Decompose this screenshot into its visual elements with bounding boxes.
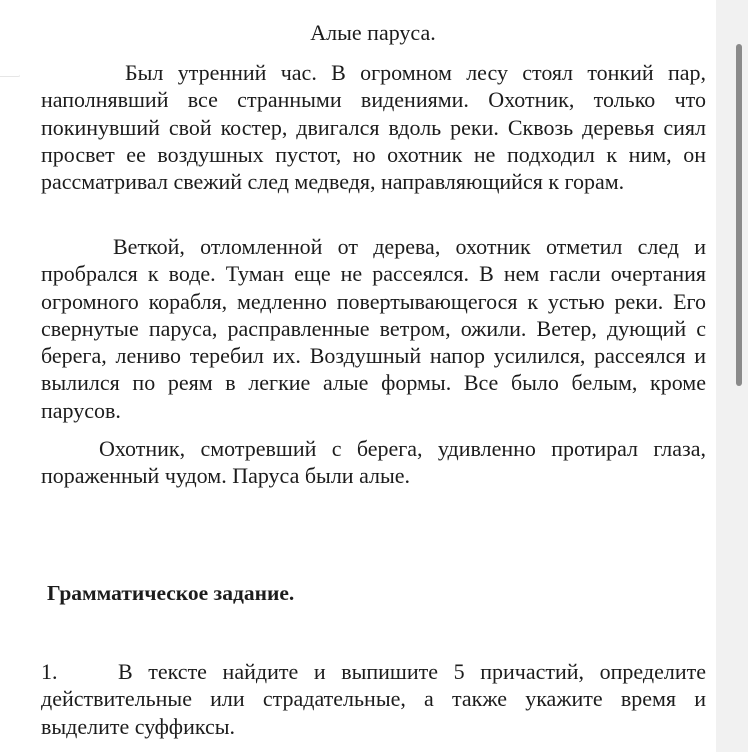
scrollbar-thumb[interactable] xyxy=(736,44,742,386)
scrollbar-track[interactable] xyxy=(716,0,748,752)
task-number: 1. xyxy=(41,659,58,684)
side-panel-tab[interactable] xyxy=(0,0,21,77)
task-item xyxy=(41,658,706,740)
paragraph-1: Был утренний час. В огромном лесу стоял тонкий пар, наполнявший все странными видениями. Охотник, только что покинувший свой костер, двигался вдоль реки. Сквозь деревья сиял просвет ее воздушных пустот, но охотник не подходил к ним, он рассматривал свежий след медведя, направляющийся к горам. xyxy=(41,60,706,195)
section-heading: Грамматическое задание. xyxy=(47,581,295,605)
task-text: В тексте найдите и выпишите 5 причастий, определите действительные или страдательные, а также укажите время и выделите суффиксы. xyxy=(41,659,706,739)
paragraph-3: Охотник, смотревший с берега, удивленно протирал глаза, пораженный чудом. Паруса были алые. xyxy=(41,436,706,489)
document-page xyxy=(20,0,716,752)
paragraph-2: Веткой, отломленной от дерева, охотник отметил след и пробрался к воде. Туман еще не рассеялся. В нем гасли очертания огромного корабля, медленно повертывающегося к устью реки. Его свернутые паруса, расправленные ветром, ожили. Ветер, дующий с берега, лениво теребил их. Воздушный напор усилился, рассеялся и вылился по реям в легкие алые формы. Все было белым, кроме парусов. xyxy=(41,234,706,423)
document-title: Алые паруса. xyxy=(310,20,436,45)
